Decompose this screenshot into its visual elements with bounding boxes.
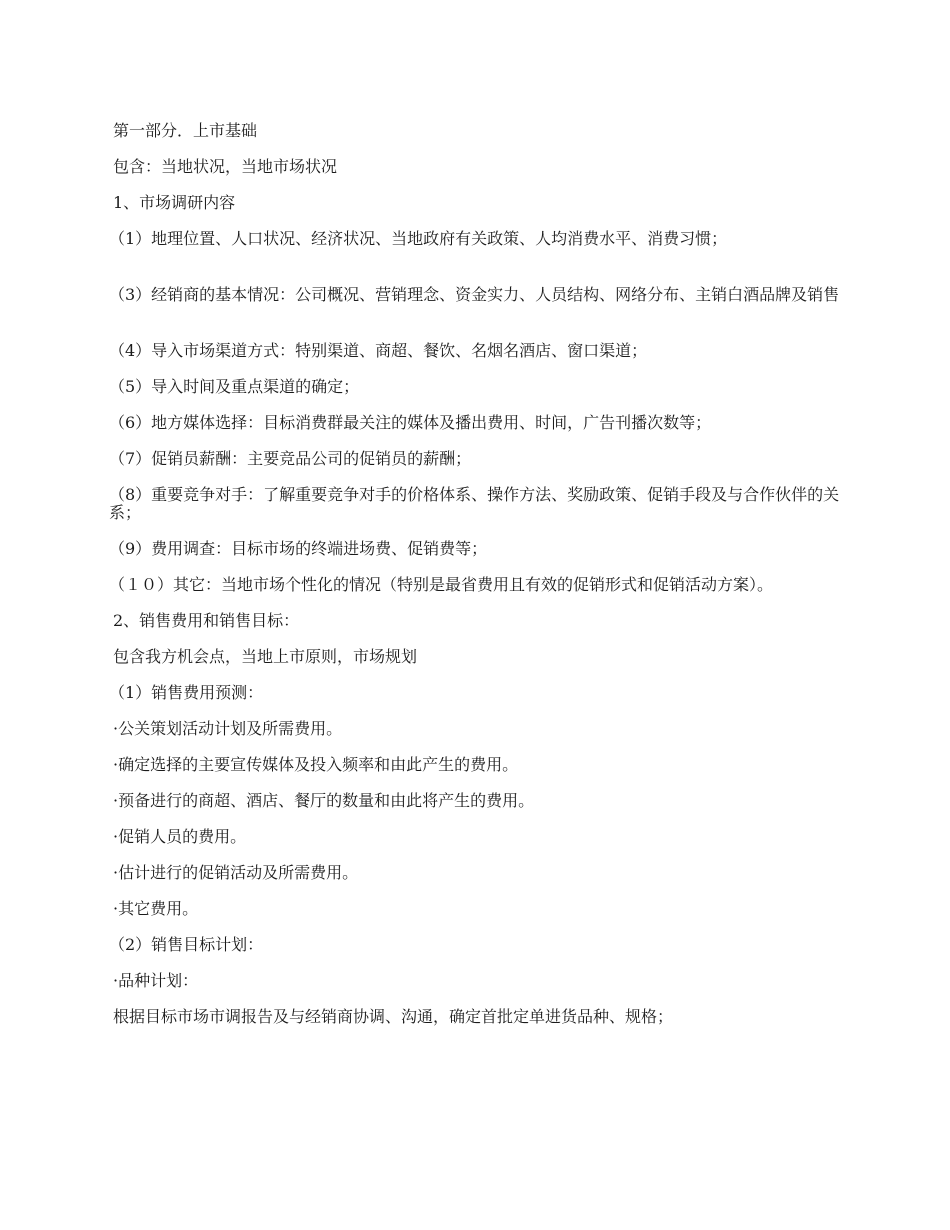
list-item: （2）销售目标计划： (109, 935, 264, 954)
paragraph: 包含：当地状况，当地市场状况 (113, 157, 338, 176)
list-item: （3）经销商的基本情况：公司概况、营销理念、资金实力、人员结构、网络分布、主销白酒品牌及销售 (109, 285, 840, 304)
bullet-item: ·预备进行的商超、酒店、餐厅的数量和由此将产生的费用。 (113, 791, 535, 810)
list-item: （9）费用调查：目标市场的终端进场费、促销费等； (109, 539, 488, 558)
subsection-heading: 2、销售费用和销售目标： (113, 611, 300, 630)
list-item: （4）导入市场渠道方式：特别渠道、商超、餐饮、名烟名酒店、窗口渠道； (109, 341, 648, 360)
list-item: （5）导入时间及重点渠道的确定； (109, 377, 360, 396)
bullet-item: ·估计进行的促销活动及所需费用。 (113, 863, 359, 882)
list-item: （7）促销员薪酬：主要竞品公司的促销员的薪酬； (109, 449, 472, 468)
list-item: （1）地理位置、人口状况、经济状况、当地政府有关政策、人均消费水平、消费习惯； (109, 229, 728, 248)
paragraph: 包含我方机会点，当地上市原则，市场规划 (113, 647, 418, 666)
list-item: （8）重要竞争对手：了解重要竞争对手的价格体系、操作方法、奖励政策、促销手段及与合作伙伴的关系； (109, 485, 840, 522)
bullet-item: ·品种计划： (113, 971, 199, 990)
document-body (109, 121, 843, 1044)
list-item: （１０）其它：当地市场个性化的情况（特别是最省费用且有效的促销形式和促销活动方案）。 (109, 575, 774, 594)
bullet-item: ·促销人员的费用。 (113, 827, 247, 846)
list-item: （6）地方媒体选择：目标消费群最关注的媒体及播出费用、时间，广告刊播次数等； (109, 413, 712, 432)
paragraph: 根据目标市场市调报告及与经销商协调、沟通，确定首批定单进货品种、规格； (113, 1007, 674, 1026)
bullet-item: ·确定选择的主要宣传媒体及投入频率和由此产生的费用。 (113, 755, 519, 774)
list-item: （1）销售费用预测： (109, 683, 264, 702)
bullet-item: ·其它费用。 (113, 899, 199, 918)
bullet-item: ·公关策划活动计划及所需费用。 (113, 719, 343, 738)
subsection-heading: 1、市场调研内容 (113, 193, 236, 212)
section-heading: 第一部分．上市基础 (113, 121, 258, 140)
